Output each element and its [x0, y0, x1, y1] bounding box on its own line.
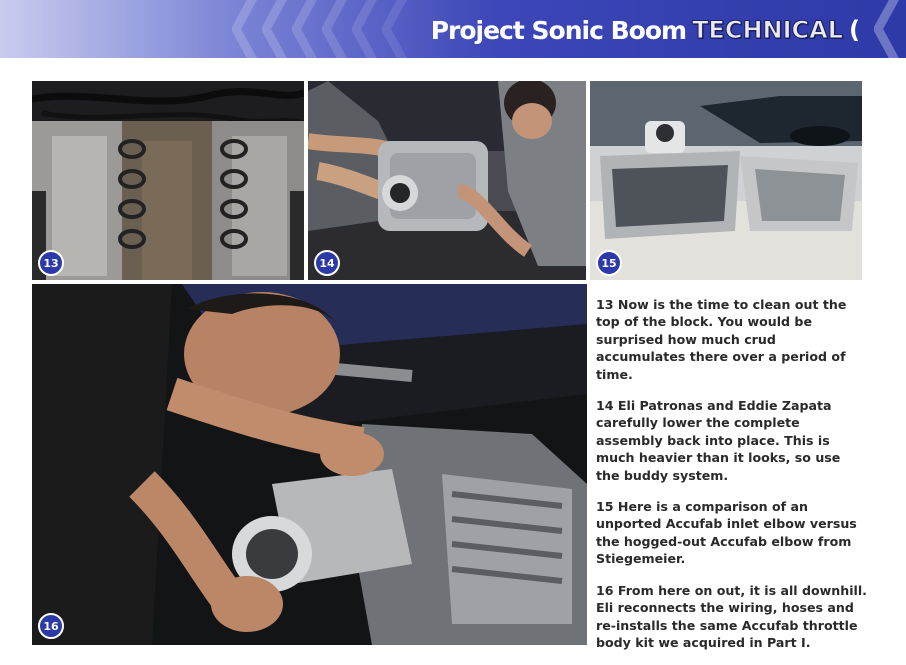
photo-captions [596, 296, 868, 665]
photo-number-badge-15: 15 [596, 250, 622, 276]
header-title-main: Project Sonic Boom [430, 15, 687, 45]
caption-15: 15 Here is a comparison of an unported Accufab inlet elbow versus the hogged-out Accufab elbow from Stiegemeier. [596, 499, 857, 567]
header-title-accent: TECHNICAL [692, 16, 844, 44]
photo-number-badge-16: 16 [38, 613, 64, 639]
photo-number-badge-14: 14 [314, 250, 340, 276]
page-header-banner [0, 0, 906, 58]
chevron-decoration-icon [382, 0, 408, 58]
chevron-decoration-icon [352, 0, 378, 58]
caption-14: 14 Eli Patronas and Eddie Zapata carefully lower the complete assembly back into place. This is much heavier than it looks, so use the buddy system. [596, 398, 841, 483]
chevron-decoration-icon [232, 0, 258, 58]
engine-valley-photo [32, 81, 304, 280]
caption-16: 16 From here on out, it is all downhill. Eli reconnects the wiring, hoses and re-installs the same Accufab throttle body kit we acquired in Part I. [596, 582, 867, 650]
chevron-decoration-icon [322, 0, 348, 58]
caption-13: 13 Now is the time to clean out the top of the block. You would be surprised how much crud accumulates there over a period of time. [596, 297, 847, 382]
header-title [431, 12, 860, 48]
throttle-body-install-photo [32, 284, 587, 645]
chevron-decoration-icon [262, 0, 288, 58]
inlet-elbow-comparison-photo [590, 81, 862, 280]
chevron-decoration-icon [874, 0, 900, 58]
supercharger-install-photo [308, 81, 586, 280]
photo-number-badge-13: 13 [38, 250, 64, 276]
header-title-mark: ( [849, 16, 860, 44]
chevron-decoration-icon [292, 0, 318, 58]
